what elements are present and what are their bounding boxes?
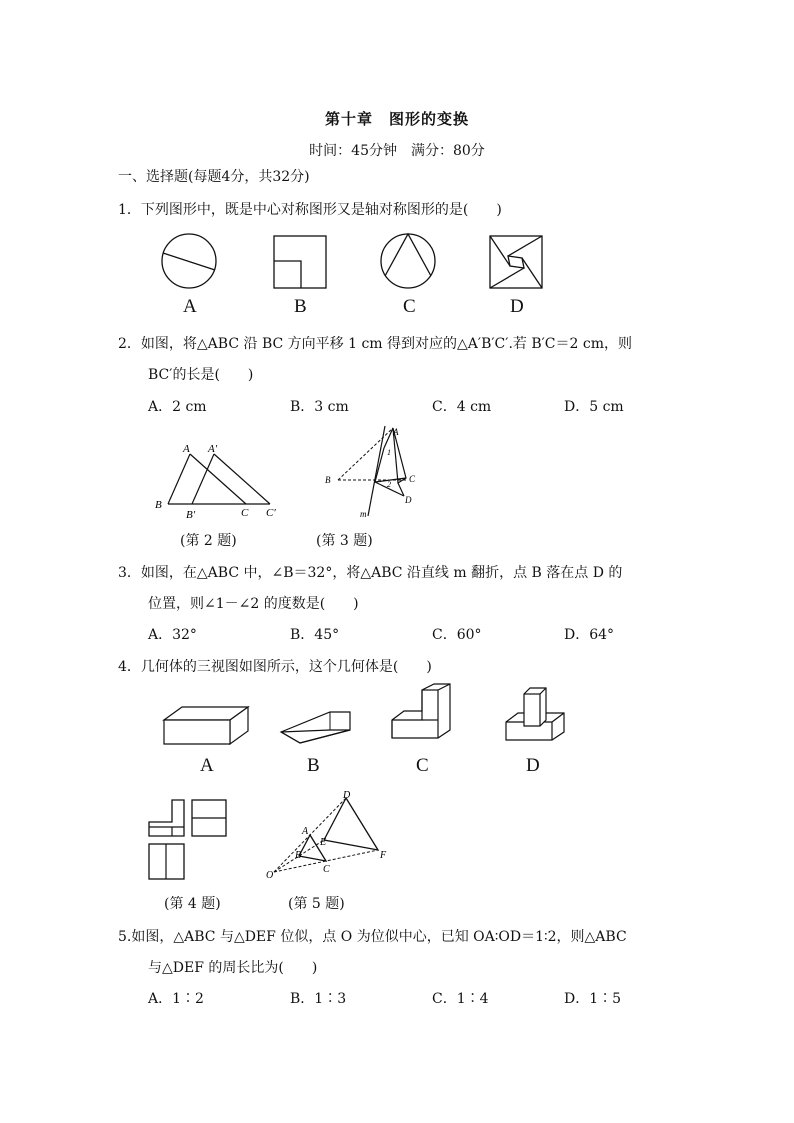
- q4-solid-a: [160, 704, 252, 748]
- q5-point-o: O: [266, 870, 274, 881]
- q1-figure-d: [488, 234, 544, 290]
- exam-info: 时间：45分钟 满分：80分: [309, 143, 485, 159]
- q3-option-d[interactable]: D．64°: [564, 627, 615, 643]
- q4-label-b: B: [307, 755, 320, 776]
- q5-point-f: F: [380, 850, 387, 861]
- q2-option-c[interactable]: C．4 cm: [432, 399, 492, 415]
- q2-stem-line1: 2．如图，将△ABC 沿 BC 方向平移 1 cm 得到对应的△A′B′C′.若 B′C＝2 cm，则: [118, 336, 632, 352]
- q5-point-c: C: [323, 864, 330, 875]
- q4-label-a: A: [200, 755, 214, 776]
- q3-option-c[interactable]: C．60°: [432, 627, 482, 643]
- q1-label-a: A: [183, 296, 197, 317]
- q2-option-a[interactable]: A．2 cm: [148, 399, 207, 415]
- q2-point-a-prime: A′: [208, 443, 218, 455]
- q5-point-a: A: [302, 826, 309, 837]
- q5-option-c[interactable]: C．1∶4: [432, 991, 489, 1007]
- page-title: 第十章 图形的变换: [324, 110, 469, 128]
- q5-option-a[interactable]: A．1∶2: [148, 991, 204, 1007]
- q3-stem-line1: 3．如图，在△ABC 中，∠B＝32°，将△ABC 沿直线 m 翻折，点 B 落在点 D 的: [118, 565, 623, 581]
- q5-point-b: B: [295, 850, 302, 861]
- q3-line-m: m: [360, 509, 367, 519]
- q2-figure-translation: [150, 436, 290, 526]
- q2-option-d[interactable]: D．5 cm: [564, 399, 624, 415]
- q2-point-c-prime: C′: [266, 507, 276, 519]
- q1-label-b: B: [294, 296, 307, 317]
- q3-stem-line2: 位置，则∠1－∠2 的度数是( ): [148, 596, 359, 612]
- q3-point-a: A: [393, 427, 399, 437]
- q2-stem-line2: BC′的长是( ): [148, 367, 254, 383]
- q5-figure-homothety: [262, 790, 392, 886]
- q3-point-c: C: [409, 474, 416, 484]
- q4-solid-b: [278, 710, 354, 746]
- q1-figure-a: [160, 233, 220, 293]
- section-heading: 一、选择题(每题4分，共32分): [118, 169, 310, 185]
- q2-point-a: A: [183, 443, 190, 455]
- q3-figure-caption: (第 3 题): [316, 533, 373, 549]
- q2-point-b: B: [155, 499, 162, 511]
- q4-label-d: D: [526, 755, 540, 776]
- q1-stem: 1．下列图形中，既是中心对称图形又是轴对称图形的是( ): [118, 202, 502, 218]
- q4-label-c: C: [416, 755, 429, 776]
- q3-point-b: B: [325, 475, 331, 485]
- q4-solid-c: [388, 684, 458, 748]
- q4-figure-caption: (第 4 题): [164, 896, 221, 912]
- q1-label-d: D: [510, 296, 524, 317]
- q5-stem-line2: 与△DEF 的周长比为( ): [148, 960, 318, 976]
- q1-figure-c: [380, 233, 440, 293]
- q3-angle-1: 1: [387, 448, 391, 457]
- q4-stem: 4．几何体的三视图如图所示，这个几何体是( ): [118, 659, 432, 675]
- q5-option-b[interactable]: B．1∶3: [290, 991, 347, 1007]
- q3-option-a[interactable]: A．32°: [148, 627, 197, 643]
- q3-figure-fold: [320, 420, 430, 520]
- q5-stem-line1: 5.如图，△ABC 与△DEF 位似，点 O 为位似中心，已知 OA∶OD＝1∶2，则△ABC: [118, 929, 627, 945]
- q5-point-d: D: [343, 790, 351, 801]
- q5-figure-caption: (第 5 题): [288, 896, 345, 912]
- q1-label-c: C: [403, 296, 416, 317]
- q3-angle-2: 2: [387, 480, 391, 489]
- q1-figure-b: [272, 234, 328, 290]
- q3-option-b[interactable]: B．45°: [290, 627, 340, 643]
- q2-point-b-prime: B′: [186, 509, 196, 521]
- q5-option-d[interactable]: D．1∶5: [564, 991, 622, 1007]
- q5-point-e: E: [320, 837, 327, 848]
- q3-point-d: D: [405, 495, 412, 505]
- q4-solid-d: [502, 686, 572, 748]
- q2-point-c: C: [241, 507, 249, 519]
- q2-figure-caption: (第 2 题): [180, 533, 237, 549]
- q2-option-b[interactable]: B．3 cm: [290, 399, 349, 415]
- q4-three-views: [146, 798, 232, 882]
